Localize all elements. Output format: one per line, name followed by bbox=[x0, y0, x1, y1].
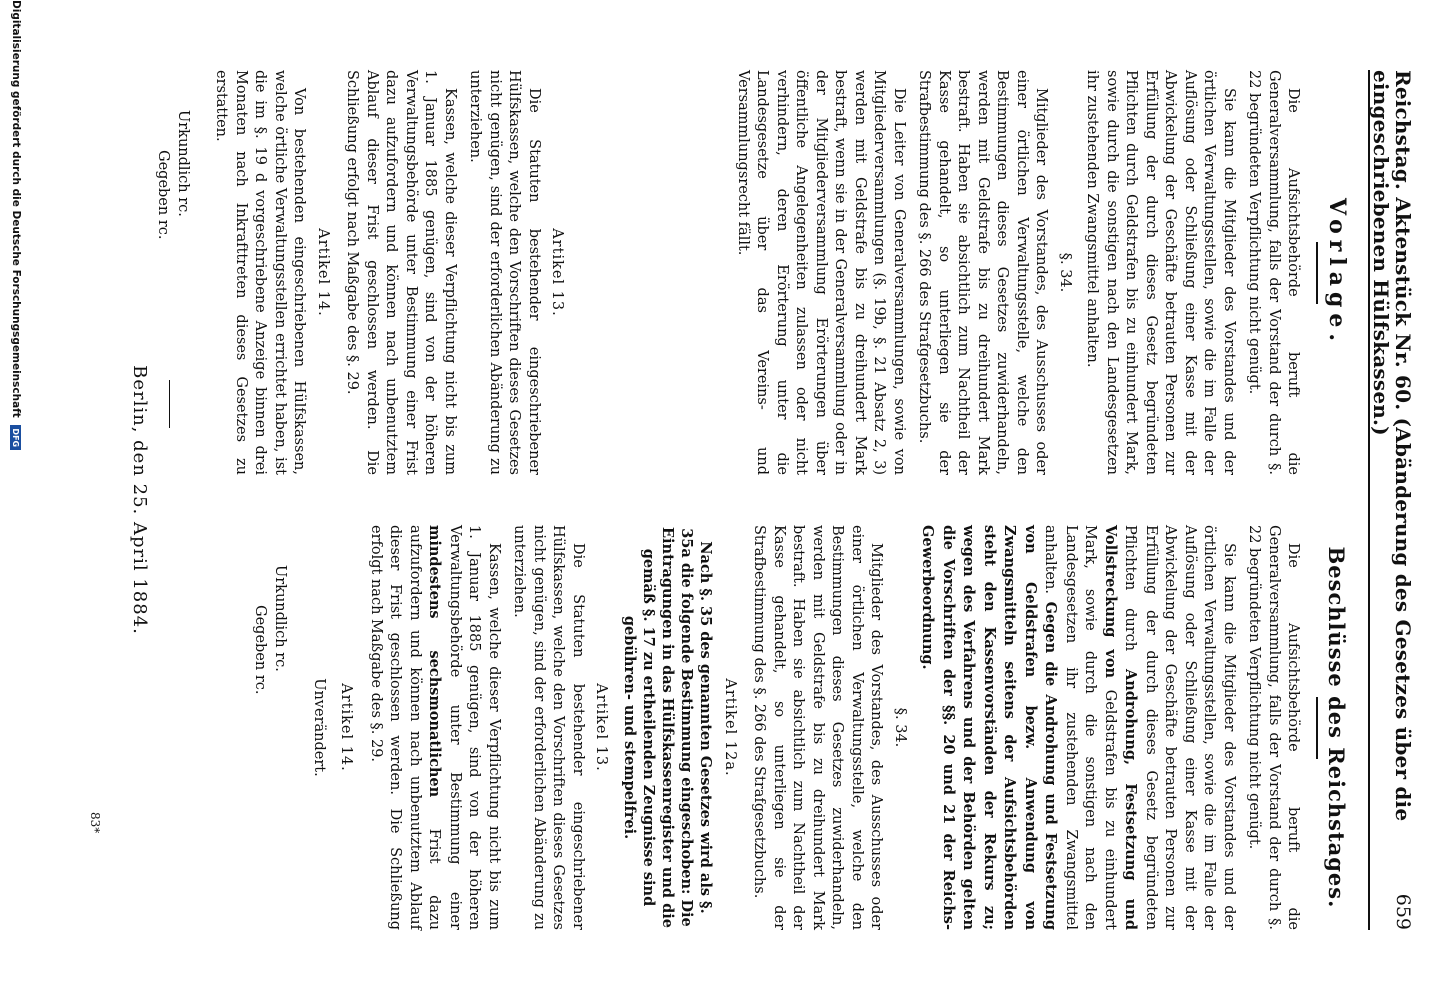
paragraph: Die Aufsichtsbehörde beruft die Generalversammlung, falls der Vorstand der durch §. 22 begründeten Verpflichtung nicht genügt. bbox=[1246, 70, 1302, 475]
header-title: Reichstag. Aktenstück Nr. 60. (Abänderung des Gesetzes über die eingeschriebenen Hülfskassen.) bbox=[1369, 70, 1415, 822]
bold-text-run: mindestens sechsmonatlichen bbox=[426, 525, 444, 798]
section-heading: §. 34. bbox=[892, 707, 908, 748]
signature-block bbox=[153, 70, 193, 475]
paragraph: Die Aufsichtsbehörde beruft die Generalversammlung, falls der Vorstand der durch §. 22 begründeten Verpflichtung nicht genügt. bbox=[1246, 525, 1302, 930]
paragraph: Sie kann die Mitglieder des Vorstandes und der örtlichen Verwaltungsstellen, sowie die im Falle der Auflösung oder Schließung einer Kasse mit der Abwickelung der Geschäfte betrauten Personen zur Erfüllung der durch dieses Gesetz begründeten Pflichten durch Geldstrafen bis zu einhundert Mark, sowie durch die sonstigen nach den Landesgesetzen ihr zustehenden Zwangsmittel anhalten. bbox=[1084, 70, 1237, 475]
paragraph: Die Leiter von Generalversammlungen, sowie von Mitgliederversammlungen (§. 19b, §. 21 Absatz 2, 3) werden mit Geldstrafe bis zu dreihundert Mark bestraft, wenn sie in der Generalversammlung oder in der Mitgliederversammlung Erörterungen über öffentliche Angelegenheiten zulassen oder nicht verhindern, deren Erörterung unter die Landesgesetze über das Vereins- und Versammlungsrecht fällt. bbox=[735, 70, 907, 475]
title-rule bbox=[1317, 697, 1319, 759]
digitization-imprint bbox=[10, 0, 22, 450]
page-header bbox=[1370, 70, 1432, 930]
text-run: Frist dazu aufzufordern und können nach unbenutztem Ablauf dieser Frist geschlossen werden. Die Schließung erfolgt nach Maßgabe des §. 29. bbox=[368, 525, 443, 931]
article-heading: Artikel 13. bbox=[593, 683, 610, 772]
text-run: Kassen, welche dieser Verpflichtung nicht bis zum 1. Januar 1885 genügen, sind von der höheren Verwaltungsbehörde unter Bestimmung einer bbox=[447, 525, 502, 930]
article-heading: Artikel 12a. bbox=[722, 678, 738, 777]
sign-line: Gegeben rc. bbox=[252, 605, 269, 695]
article-heading: Artikel 14. bbox=[338, 683, 355, 772]
footer-date: Berlin, den 25. April 1884. bbox=[129, 365, 150, 635]
paragraph bbox=[366, 525, 504, 930]
page-number: 659 bbox=[1392, 893, 1414, 930]
footer-rule bbox=[169, 380, 170, 428]
paragraph: Von bestehenden eingeschriebenen Hülfskassen, welche örtliche Verwaltungsstellen errichtet haben, ist die im §. 19 d vorgeschriebene Anzeige binnen drei Monaten nach Inkrafttreten dieses Gesetzes zu erstatten. bbox=[213, 70, 308, 475]
imprint-text: Digitalisierung gefördert durch die Deutsche Forschungsgemeinschaft bbox=[10, 0, 22, 418]
page-mark: 83* bbox=[88, 812, 102, 834]
title-rule bbox=[1317, 242, 1319, 304]
paragraph: Die Statuten bestehender eingeschriebener Hülfskassen, welche den Vorschriften dieses Gesetzes nicht genügen, sind der erforderlichen Abänderung zu unterziehen. bbox=[511, 525, 586, 930]
paragraph: Die Statuten bestehender eingeschriebener Hülfskassen, welche den Vorschriften dieses Gesetzes nicht genügen, sind der erforderlichen Abänderung zu unterziehen. bbox=[467, 70, 542, 475]
signature-block bbox=[251, 525, 291, 930]
bold-text-run: Androhung, Festsetzung und Vollstreckung von bbox=[1102, 525, 1140, 930]
sign-line: Gegeben rc. bbox=[155, 150, 171, 240]
paragraph: Kassen, welche dieser Verpflichtung nicht bis zum 1. Januar 1885 genügen, sind von der höheren Verwaltungsbehörde unter Bestimmung einer Frist dazu aufzufordern und können nach unbenutztem Ablauf dieser Frist geschlossen werden. Die Schließung erfolgt nach Maßgabe des §. 29. bbox=[344, 70, 458, 475]
sign-line: Urkundlich rc. bbox=[272, 565, 289, 672]
paragraph: Mitglieder des Vorstandes, des Ausschusses oder einer örtlichen Verwaltungsstelle, welche den Bestimmungen dieses Gesetzes zuwiderhandeln, werden mit Geldstrafe bis zu dreihundert Mark bestraft. Haben sie absichtlich zum Nachtheil der Kasse gehandelt, so unterliegen sie der Strafbestimmung des §. 266 des Strafgesetzbuchs. bbox=[751, 525, 885, 930]
spacer bbox=[577, 70, 727, 475]
column-beschluesse bbox=[251, 525, 1363, 930]
text-run: Geldstrafen bis zu einhundert Mark, sowie durch die sonstigen nach den Landesgesetzen ihr zustehenden Zwangsmittel anhalten. bbox=[1042, 525, 1118, 930]
article-heading: Artikel 14. bbox=[315, 228, 331, 317]
article-heading: Artikel 13. bbox=[549, 228, 566, 317]
sign-line: Urkundlich rc. bbox=[175, 110, 191, 217]
section-heading: §. 34. bbox=[1057, 252, 1073, 293]
paragraph: Mitglieder des Vorstandes, des Ausschusses oder einer örtlichen Verwaltungsstelle, welche den Bestimmungen dieses Gesetzes zuwiderhandeln, werden mit Geldstrafe bis zu dreihundert Mark bestraft. Haben sie absichtlich zum Nachtheil der Kasse gehandelt, so unterliegen sie der Strafbestimmung des §. 266 des Strafgesetzbuchs. bbox=[916, 70, 1050, 475]
dfg-logo-icon: DFG bbox=[10, 425, 21, 450]
paragraph bbox=[917, 525, 1238, 930]
header-rule bbox=[1368, 70, 1370, 930]
text-run: Sie kann die Mitglieder des Vorstandes und der örtlichen Verwaltungsstellen, sowie die im Falle der Auflösung oder Schließung einer Kasse mit der Abwickelung der Geschäfte betrauten Personen zur Erfüllung der durch dieses Gesetz begründeten Pflichten durch bbox=[1122, 525, 1237, 930]
unchanged-note: Unverändert. bbox=[311, 678, 327, 777]
column-title-beschluesse: Beschlüsse des Reichstages. bbox=[1324, 546, 1349, 909]
column-vorlage bbox=[153, 70, 1362, 475]
inserted-provision: Nach §. 35 des genannten Gesetzes wird als §. 35a die folgende Bestimmung eingeschoben: Die Eintragungen in das Hülfskassenregister und die gemäß §. 17 zu ertheilenden Zeugnisse sind gebühren- und stempelfrei. bbox=[621, 527, 715, 928]
bold-text-run: Gegen die Androhung und Festsetzung von Geldstrafen bezw. Anwendung von Zwangsmitteln seitens der Aufsichtsbehörden steht den Kassenvorständen der Rekurs zu; wegen des Verfahrens und der Behörden gelten die Vorschriften der §§. 20 und 21 der Reichs-Gewerbeordnung. bbox=[919, 525, 1060, 930]
column-title-vorlage: Vorlage. bbox=[1324, 198, 1350, 347]
